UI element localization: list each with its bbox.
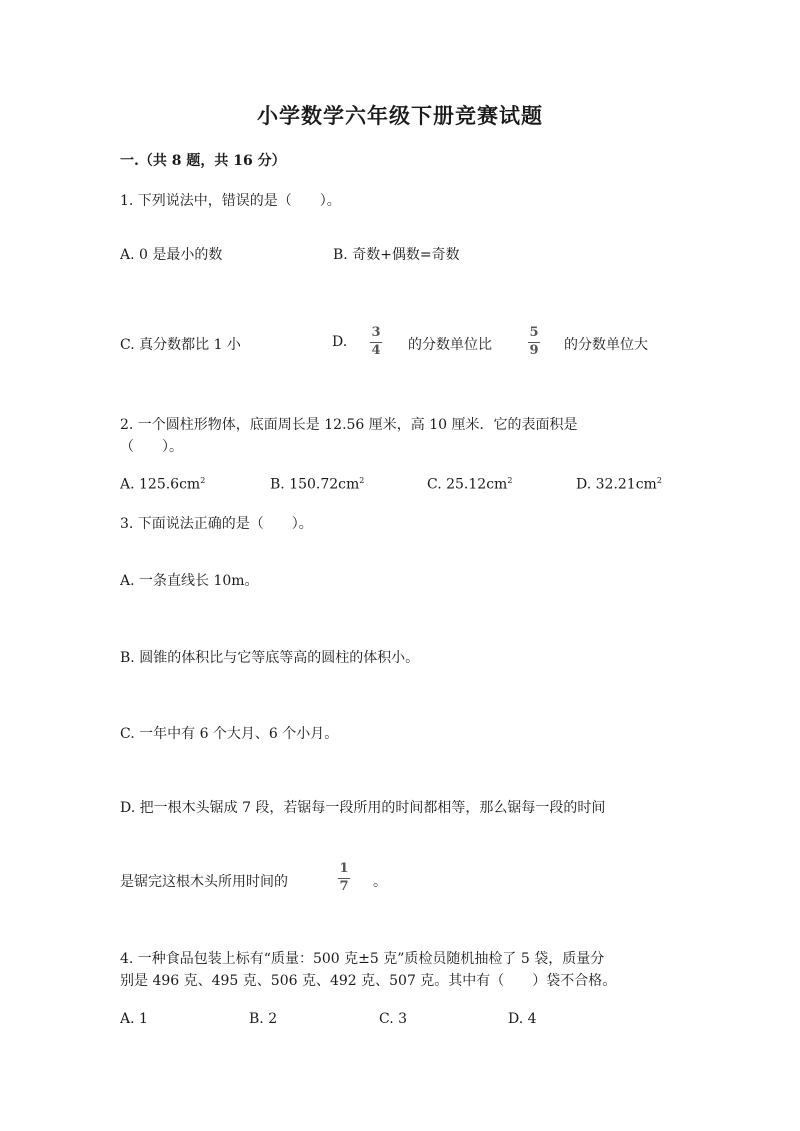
section-heading: 一.（共 8 题，共 16 分） [120,153,286,169]
question-3-option-d: D. 把一根木头锯成 7 段，若锯每一段所用的时间都相等，那么锯每一段的时间 [120,800,606,816]
unit-superscript: 2 [200,476,206,485]
fraction-one-seventh [336,862,352,894]
question-3-option-b: B. 圆锥的体积比与它等底等高的圆柱的体积小。 [120,650,420,666]
question-2-option-b [270,476,364,493]
option-text: A. 125.6cm [120,476,201,493]
fraction-numerator: 1 [339,861,349,876]
fraction-numerator: 3 [371,325,381,340]
fraction-five-ninths [526,326,542,358]
question-4-option-b: B. 2 [249,1011,278,1027]
question-3-option-c: C. 一年中有 6 个大月、6 个小月。 [120,726,339,742]
question-1-stem: 1. 下列说法中，错误的是（ ）。 [120,193,341,209]
question-3-option-d-period: 。 [373,874,387,890]
question-4-option-c: C. 3 [379,1011,408,1027]
question-1-option-d-prefix: D. [332,334,348,350]
question-4-stem: 4. 一种食品包装上标有“质量：500 克±5 克”质检员随机抽检了 5 袋，质量分 [120,951,605,967]
option-text: D. 32.21cm [576,476,657,493]
fraction-denominator: 4 [371,343,381,358]
question-4-option-a: A. 1 [120,1011,148,1027]
question-2-stem-blank: （ ）。 [120,439,183,455]
page-title: 小学数学六年级下册竞赛试题 [257,103,543,128]
question-2-option-d [576,476,662,493]
question-4-option-d: D. 4 [508,1011,537,1027]
fraction-three-quarters [368,326,384,358]
unit-superscript: 2 [507,476,513,485]
unit-superscript: 2 [359,476,365,485]
question-3-option-a: A. 一条直线长 10m。 [120,573,259,589]
question-3-stem: 3. 下面说法正确的是（ ）。 [120,516,313,532]
question-1-option-d-middle: 的分数单位比 [408,337,492,353]
question-2-stem: 2. 一个圆柱形物体，底面周长是 12.56 厘米，高 10 厘米．它的表面积是 [120,417,578,433]
question-2-option-a [120,476,205,493]
question-1-option-d-suffix: 的分数单位大 [564,337,648,353]
fraction-denominator: 7 [339,879,349,894]
question-1-option-b: B. 奇数+偶数=奇数 [333,247,460,263]
question-4-stem-continued: 别是 496 克、495 克、506 克、492 克、507 克。其中有（ ）袋不合格。 [120,973,617,989]
option-text: C. 25.12cm [427,476,508,493]
unit-superscript: 2 [656,476,662,485]
question-1-option-a: A. 0 是最小的数 [120,247,223,263]
question-1-option-c: C. 真分数都比 1 小 [120,337,241,353]
question-3-option-d-continued: 是锯完这根木头所用时间的 [120,874,288,890]
question-2-option-c [427,476,512,493]
option-text: B. 150.72cm [270,476,360,493]
fraction-denominator: 9 [529,343,539,358]
fraction-numerator: 5 [529,325,539,340]
